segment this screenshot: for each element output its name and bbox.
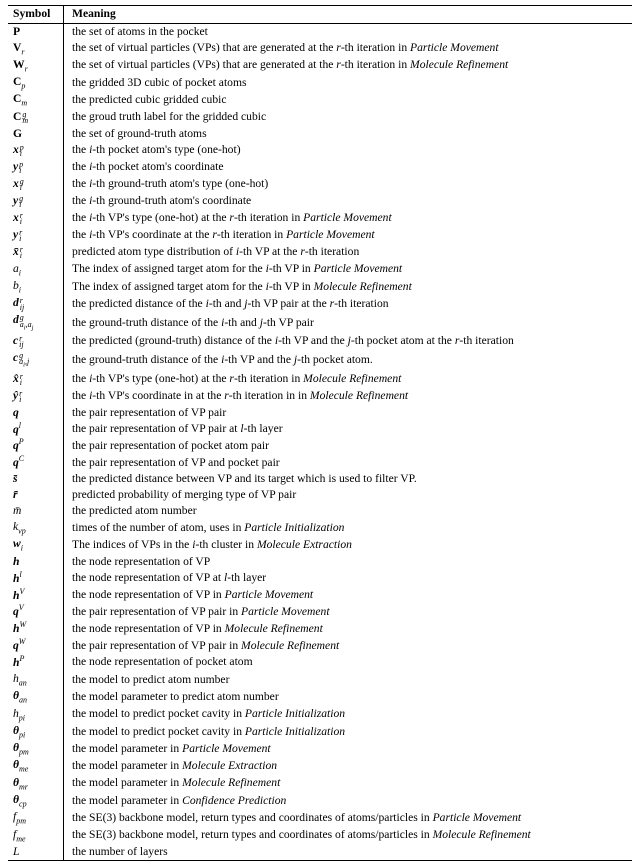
table-row xyxy=(8,405,632,421)
table-row xyxy=(8,333,632,350)
table-row xyxy=(8,844,632,861)
symbol-cell: d r ij xyxy=(8,295,64,312)
meaning-cell: the node representation of VP xyxy=(72,554,211,568)
meaning-cell: the groud truth label for the gridded cubic xyxy=(72,110,267,124)
symbol-cell: C g m xyxy=(8,109,64,126)
meaning-cell: the pair representation of VP pair xyxy=(72,405,227,419)
symbol-cell: x g i xyxy=(8,176,64,193)
meaning-cell: the model parameter to predict atom number xyxy=(72,689,279,703)
symbol-cell: m̄ xyxy=(8,503,64,519)
meaning-cell: the predicted (ground-truth) distance of the i-th VP and the j-th pocket atom at the r-th iteration xyxy=(72,334,514,348)
table-row xyxy=(8,706,632,723)
symbol-cell: $w_i$ xyxy=(8,536,64,553)
meaning-cell: predicted probability of merging type of VP pair xyxy=(72,488,297,502)
table-row xyxy=(8,603,632,620)
symbol-cell: $\theta_{pi}$ xyxy=(8,723,64,740)
meaning-cell: the pair representation of VP pair in Particle Movement xyxy=(72,604,330,618)
meaning-cell: the ground-truth distance of the i-th and j-th VP pair xyxy=(72,315,314,329)
meaning-cell: the i-th VP's coordinate in at the r-th iteration in in Molecule Refinement xyxy=(72,389,409,403)
meaning-cell: the set of ground-truth atoms xyxy=(72,126,207,140)
meaning-cell: the set of virtual particles (VPs) that are generated at the r-th iteration in Particle Movement xyxy=(72,41,499,55)
meaning-cell: the pair representation of pocket atom pair xyxy=(72,438,270,452)
header-row xyxy=(8,6,632,24)
table-row xyxy=(8,654,632,671)
symbol-cell: $C_m$ xyxy=(8,91,64,108)
symbol-cell: $h^V$ xyxy=(8,587,64,604)
meaning-cell: the node representation of VP at l-th layer xyxy=(72,571,267,585)
table-row xyxy=(8,671,632,688)
table-row xyxy=(8,421,632,438)
meaning-cell: the number of layers xyxy=(72,845,168,859)
symbol-cell: x̄ r i xyxy=(8,244,64,261)
table-row xyxy=(8,74,632,91)
meaning-cell: the model parameter in Molecule Refinement xyxy=(72,776,281,790)
table-row xyxy=(8,91,632,108)
meaning-cell: the ground-truth distance of the i-th VP and the j-th pocket atom. xyxy=(72,353,373,367)
column-header-symbol: Symbol xyxy=(8,6,64,24)
meaning-cell: the i-th ground-truth atom's type (one-hot) xyxy=(72,177,269,191)
meaning-cell: the node representation of VP in Molecule Refinement xyxy=(72,621,323,635)
table-row xyxy=(8,159,632,176)
table-row xyxy=(8,775,632,792)
symbol-cell: L xyxy=(8,844,64,861)
symbol-cell: q xyxy=(8,405,64,421)
table-row xyxy=(8,740,632,757)
table-row xyxy=(8,126,632,142)
symbol-cell: ŷ r i xyxy=(8,388,64,405)
table-row xyxy=(8,437,632,454)
table-row xyxy=(8,536,632,553)
meaning-cell: the i-th pocket atom's coordinate xyxy=(72,160,224,174)
meaning-cell: the node representation of pocket atom xyxy=(72,655,253,669)
table-row xyxy=(8,350,632,371)
meaning-cell: the i-th VP's type (one-hot) at the r-th iteration in Molecule Refinement xyxy=(72,372,402,386)
table-row xyxy=(8,471,632,487)
symbol-cell: d g $a_i,a_j$ xyxy=(8,312,64,333)
meaning-cell: the model to predict pocket cavity in Particle Initialization xyxy=(72,707,346,721)
table-row xyxy=(8,827,632,844)
symbol-cell: $q^C$ xyxy=(8,454,64,471)
meaning-cell: the predicted atom number xyxy=(72,504,197,518)
symbol-cell: c r ij xyxy=(8,333,64,350)
table-row xyxy=(8,388,632,405)
meaning-cell: the set of atoms in the pocket xyxy=(72,24,208,38)
meaning-cell: the i-th pocket atom's type (one-hot) xyxy=(72,143,241,157)
meaning-cell: the model to predict atom number xyxy=(72,672,230,686)
symbol-cell: $q^W$ xyxy=(8,637,64,654)
symbol-cell: r̄ xyxy=(8,487,64,503)
symbol-cell: $W_r$ xyxy=(8,57,64,74)
meaning-cell: the pair representation of VP pair at l-th layer xyxy=(72,421,283,435)
meaning-cell: the i-th VP's coordinate at the r-th iteration in Particle Movement xyxy=(72,228,375,242)
table-row xyxy=(8,371,632,388)
table-row xyxy=(8,809,632,826)
symbol-cell: y g i xyxy=(8,193,64,210)
meaning-cell: the i-th VP's type (one-hot) at the r-th iteration in Particle Movement xyxy=(72,211,392,225)
meaning-cell: The index of assigned target atom for the i-th VP in Molecule Refinement xyxy=(72,279,412,293)
table-row xyxy=(8,261,632,278)
table-row xyxy=(8,176,632,193)
meaning-cell: the set of virtual particles (VPs) that are generated at the r-th iteration in Molecule Refinement xyxy=(72,58,509,72)
symbol-cell: x p i xyxy=(8,142,64,159)
table-row xyxy=(8,312,632,333)
table-row xyxy=(8,587,632,604)
symbol-cell: $h_{pi}$ xyxy=(8,706,64,723)
symbol-cell: $\theta_{an}$ xyxy=(8,688,64,705)
meaning-cell: the predicted distance between VP and its target which is used to filter VP. xyxy=(72,472,417,486)
symbol-cell: $V_r$ xyxy=(8,40,64,57)
symbol-cell: $q^V$ xyxy=(8,603,64,620)
meaning-cell: the model to predict pocket cavity in Particle Initialization xyxy=(72,724,346,738)
meaning-cell: the pair representation of VP and pocket pair xyxy=(72,455,280,469)
table-row xyxy=(8,142,632,159)
meaning-cell: the node representation of VP in Particle Movement xyxy=(72,588,314,602)
symbol-cell: $a_i$ xyxy=(8,261,64,278)
table-row xyxy=(8,295,632,312)
table-row xyxy=(8,57,632,74)
table-row xyxy=(8,454,632,471)
symbol-cell: $C_p$ xyxy=(8,74,64,91)
meaning-cell: the i-th ground-truth atom's coordinate xyxy=(72,194,252,208)
table-row xyxy=(8,40,632,57)
symbol-cell: y r i xyxy=(8,227,64,244)
meaning-cell: the SE(3) backbone model, return types and coordinates of atoms/particles in Molecule Refinement xyxy=(72,828,531,842)
meaning-cell: the SE(3) backbone model, return types and coordinates of atoms/particles in Particle Movement xyxy=(72,811,522,825)
meaning-cell: the model parameter in Confidence Prediction xyxy=(72,793,287,807)
symbol-cell: $f_{pm}$ xyxy=(8,809,64,826)
meaning-cell: the model parameter in Molecule Extraction xyxy=(72,759,278,773)
meaning-cell: times of the number of atom, uses in Particle Initialization xyxy=(72,520,345,534)
symbol-cell: $h^l$ xyxy=(8,570,64,587)
table-row xyxy=(8,688,632,705)
symbol-cell: $\theta_{cp}$ xyxy=(8,792,64,809)
symbol-cell: c g $a_i,j$ xyxy=(8,350,64,371)
table-row xyxy=(8,487,632,503)
symbol-cell: $h^W$ xyxy=(8,620,64,637)
table-row xyxy=(8,570,632,587)
table-row xyxy=(8,637,632,654)
meaning-cell: the predicted cubic gridded cubic xyxy=(72,93,227,107)
meaning-cell: the predicted distance of the i-th and j-th VP pair at the r-th iteration xyxy=(72,296,389,310)
table-row xyxy=(8,757,632,774)
meaning-cell: The indices of VPs in the i-th cluster in Molecule Extraction xyxy=(72,538,352,552)
table-row xyxy=(8,792,632,809)
symbol-cell: $b_i$ xyxy=(8,278,64,295)
column-header-meaning: Meaning xyxy=(64,6,633,24)
symbol-cell: h xyxy=(8,554,64,570)
table-row xyxy=(8,193,632,210)
symbol-cell: x̂ r i xyxy=(8,371,64,388)
table-row xyxy=(8,109,632,126)
symbol-cell: y p i xyxy=(8,159,64,176)
table-row xyxy=(8,244,632,261)
table-row xyxy=(8,620,632,637)
symbol-cell: $q^P$ xyxy=(8,437,64,454)
symbol-cell: $\theta_{mr}$ xyxy=(8,775,64,792)
meaning-cell: predicted atom type distribution of i-th VP at the r-th iteration xyxy=(72,245,360,259)
symbol-cell: $f_{me}$ xyxy=(8,827,64,844)
meaning-cell: The index of assigned target atom for the i-th VP in Particle Movement xyxy=(72,262,403,276)
table-row xyxy=(8,503,632,519)
meaning-cell: the model parameter in Particle Movement xyxy=(72,741,271,755)
table-row xyxy=(8,210,632,227)
table-body xyxy=(8,23,632,861)
notation-table xyxy=(8,5,632,861)
symbol-cell: s̄ xyxy=(8,471,64,487)
symbol-cell: $\theta_{pm}$ xyxy=(8,740,64,757)
table-row xyxy=(8,23,632,40)
table-row xyxy=(8,227,632,244)
table-row xyxy=(8,723,632,740)
symbol-cell: $q^l$ xyxy=(8,421,64,438)
symbol-cell: $k_{vp}$ xyxy=(8,519,64,536)
table-row xyxy=(8,519,632,536)
meaning-cell: the pair representation of VP pair in Molecule Refinement xyxy=(72,638,340,652)
table-header xyxy=(8,6,632,24)
symbol-cell: x r i xyxy=(8,210,64,227)
meaning-cell: the gridded 3D cubic of pocket atoms xyxy=(72,75,247,89)
symbol-cell: P xyxy=(8,23,64,40)
symbol-cell: G xyxy=(8,126,64,142)
symbol-cell: $\theta_{me}$ xyxy=(8,757,64,774)
table-row xyxy=(8,278,632,295)
symbol-cell: $h_{an}$ xyxy=(8,671,64,688)
table-row xyxy=(8,554,632,570)
symbol-cell: $h^P$ xyxy=(8,654,64,671)
